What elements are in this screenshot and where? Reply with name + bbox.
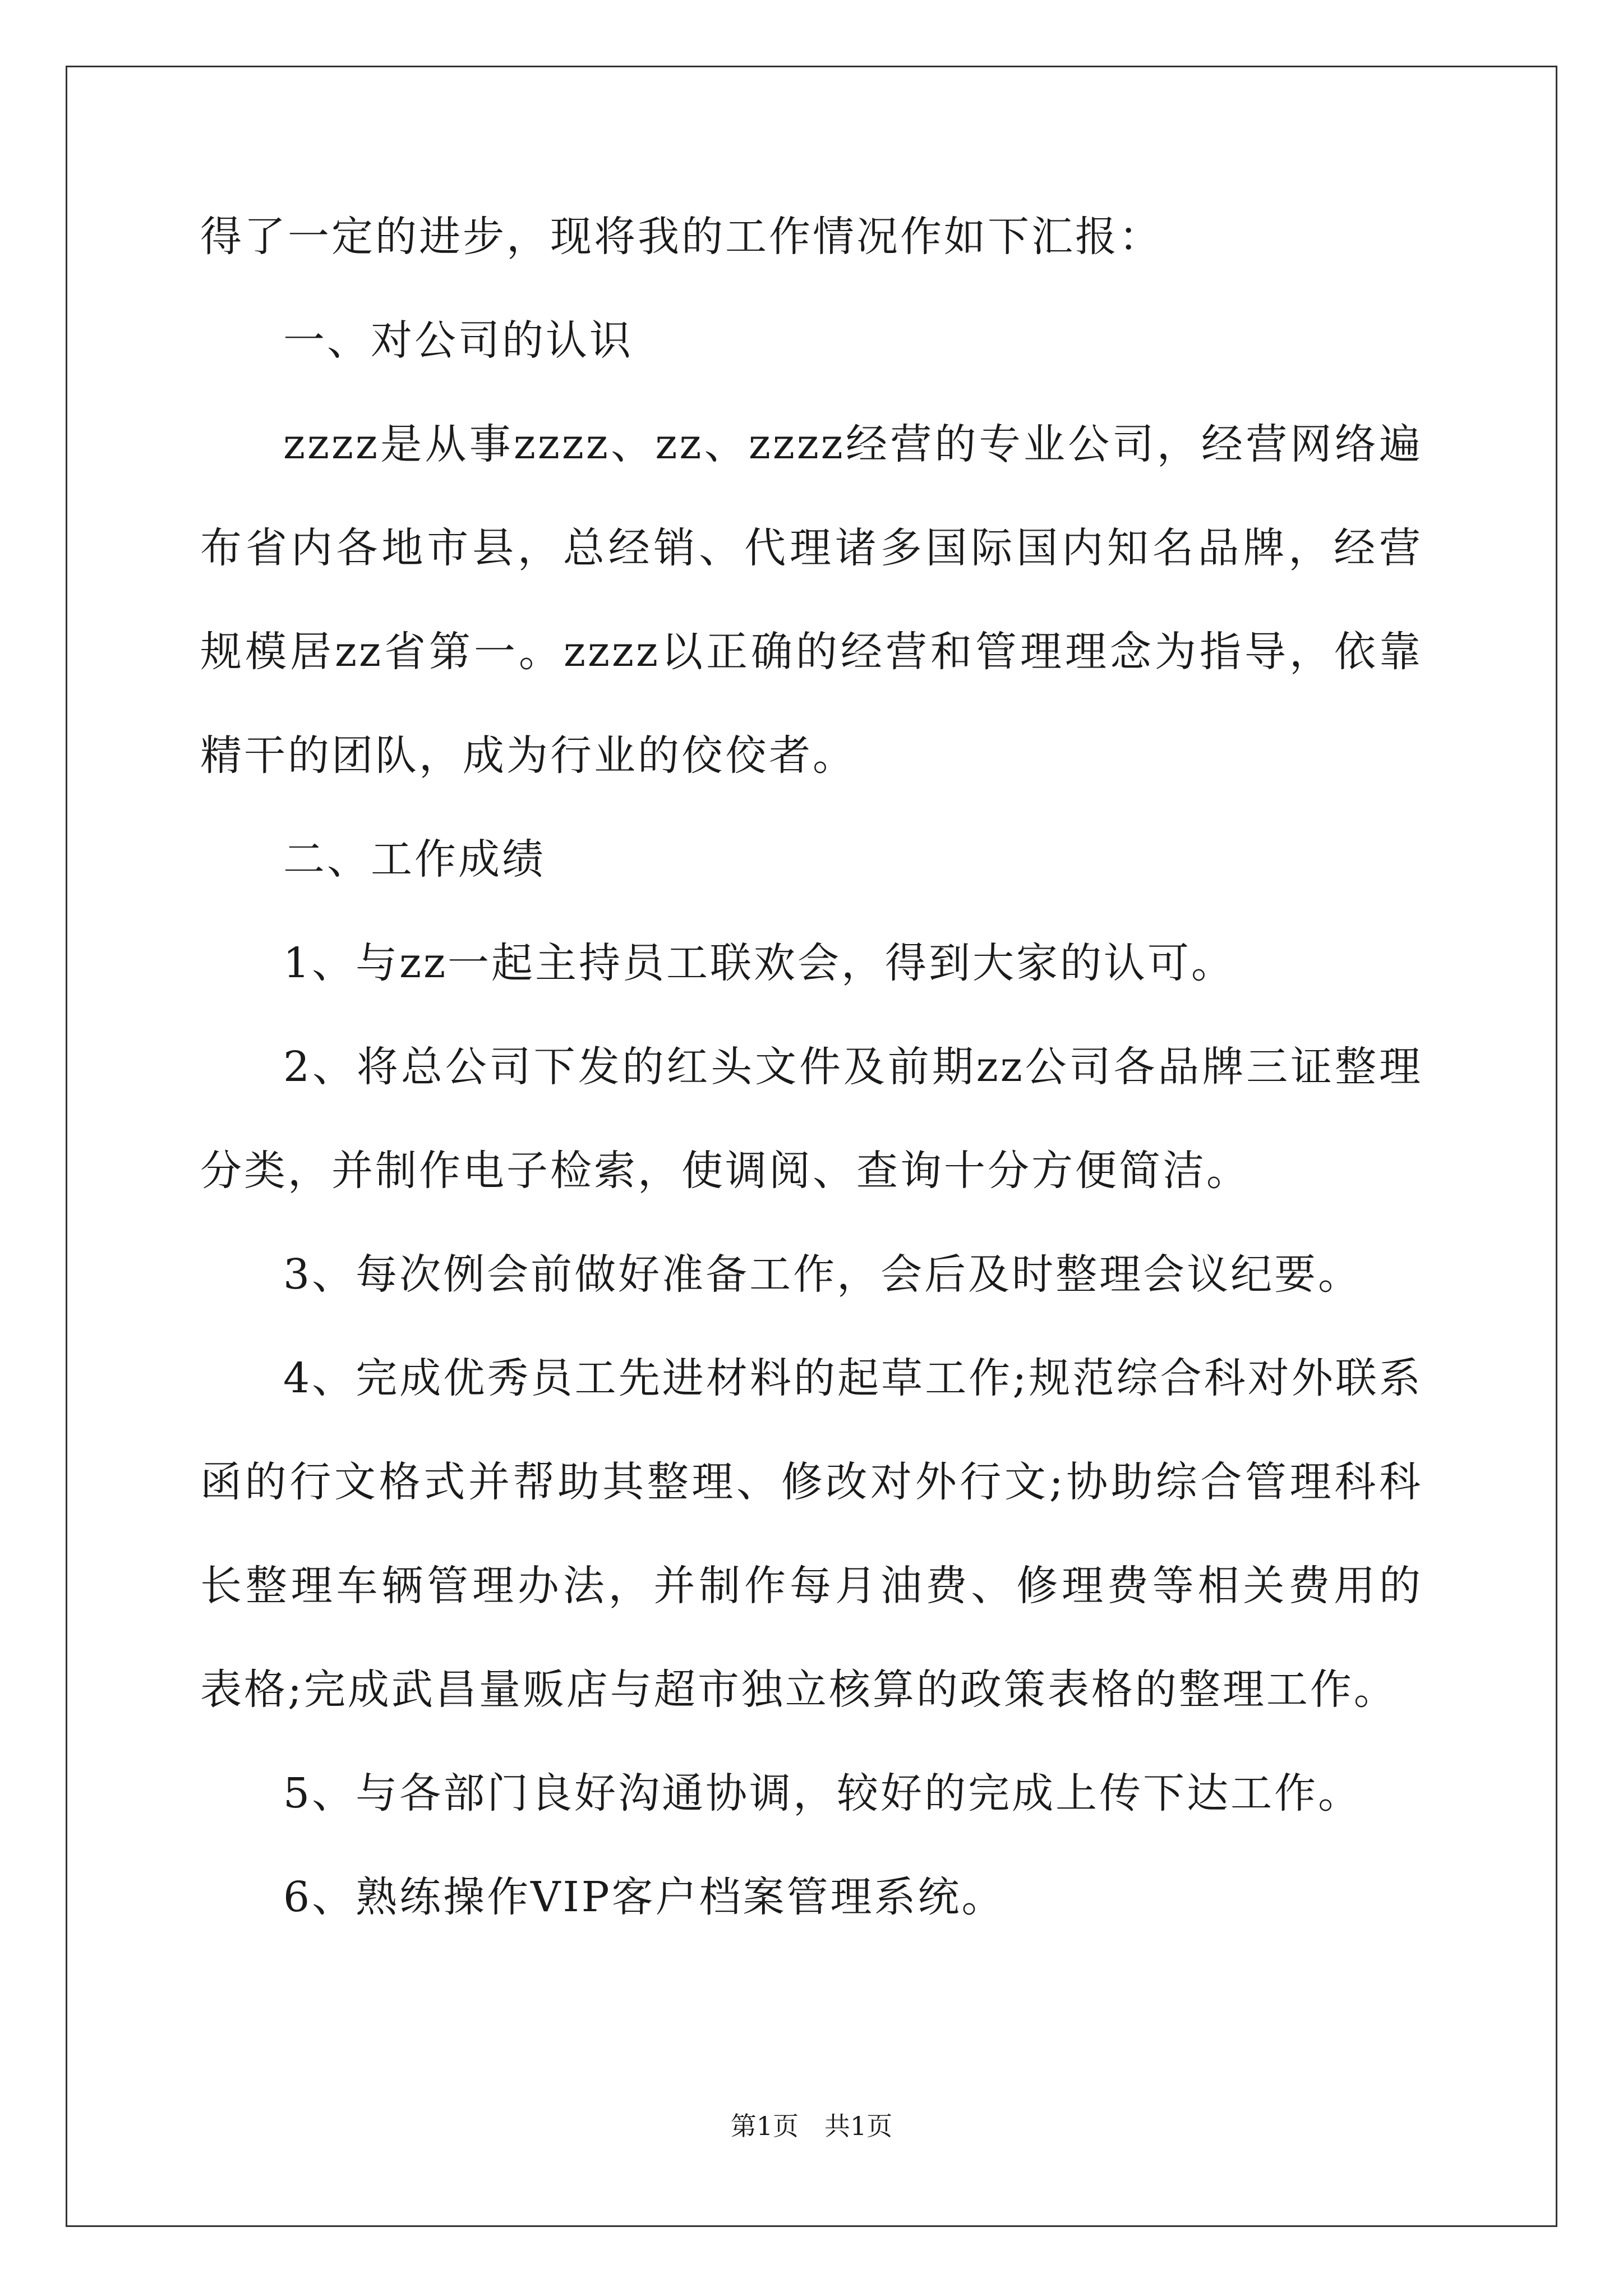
heading-company-understanding: 一、对公司的认识 bbox=[283, 316, 633, 365]
heading-work-achievements: 二、工作成绩 bbox=[283, 835, 546, 884]
list-item: 5、与各部门良好沟通协调，较好的完成上传下达工作。 bbox=[283, 1769, 1362, 1818]
paragraph-company-description: zzzz是从事zzzz、zz、zzzz经营的专业公司，经营网络遍布省内各地市县，总经销、代理诸多国际国内知名品牌，经营规模居zz省第一。zzzz以正确的经营和管理理念为指导，依靠精干的团队，成为行业的佼佼者。 bbox=[200, 420, 1423, 780]
list-item: 3、每次例会前做好准备工作，会后及时整理会议纪要。 bbox=[283, 1250, 1362, 1299]
list-item: 1、与zz一起主持员工联欢会，得到大家的认可。 bbox=[283, 939, 1235, 987]
document-body bbox=[200, 185, 1423, 1949]
paragraph-intro: 得了一定的进步，现将我的工作情况作如下汇报： bbox=[200, 213, 1163, 261]
list-item: 6、熟练操作VIP客户档案管理系统。 bbox=[283, 1873, 1006, 1921]
list-item: 2、将总公司下发的红头文件及前期zz公司各品牌三证整理分类，并制作电子检索，使调阅、查询十分方便简洁。 bbox=[200, 1043, 1423, 1195]
list-item: 4、完成优秀员工先进材料的起草工作;规范综合科对外联系函的行文格式并帮助其整理、修改对外行文;协助综合管理科科长整理车辆管理办法，并制作每月油费、修理费等相关费用的表格;完成武昌量贩店与超市独立核算的政策表格的整理工作。 bbox=[200, 1354, 1423, 1714]
page-number-footer: 第1页 共1页 bbox=[730, 2111, 893, 2141]
